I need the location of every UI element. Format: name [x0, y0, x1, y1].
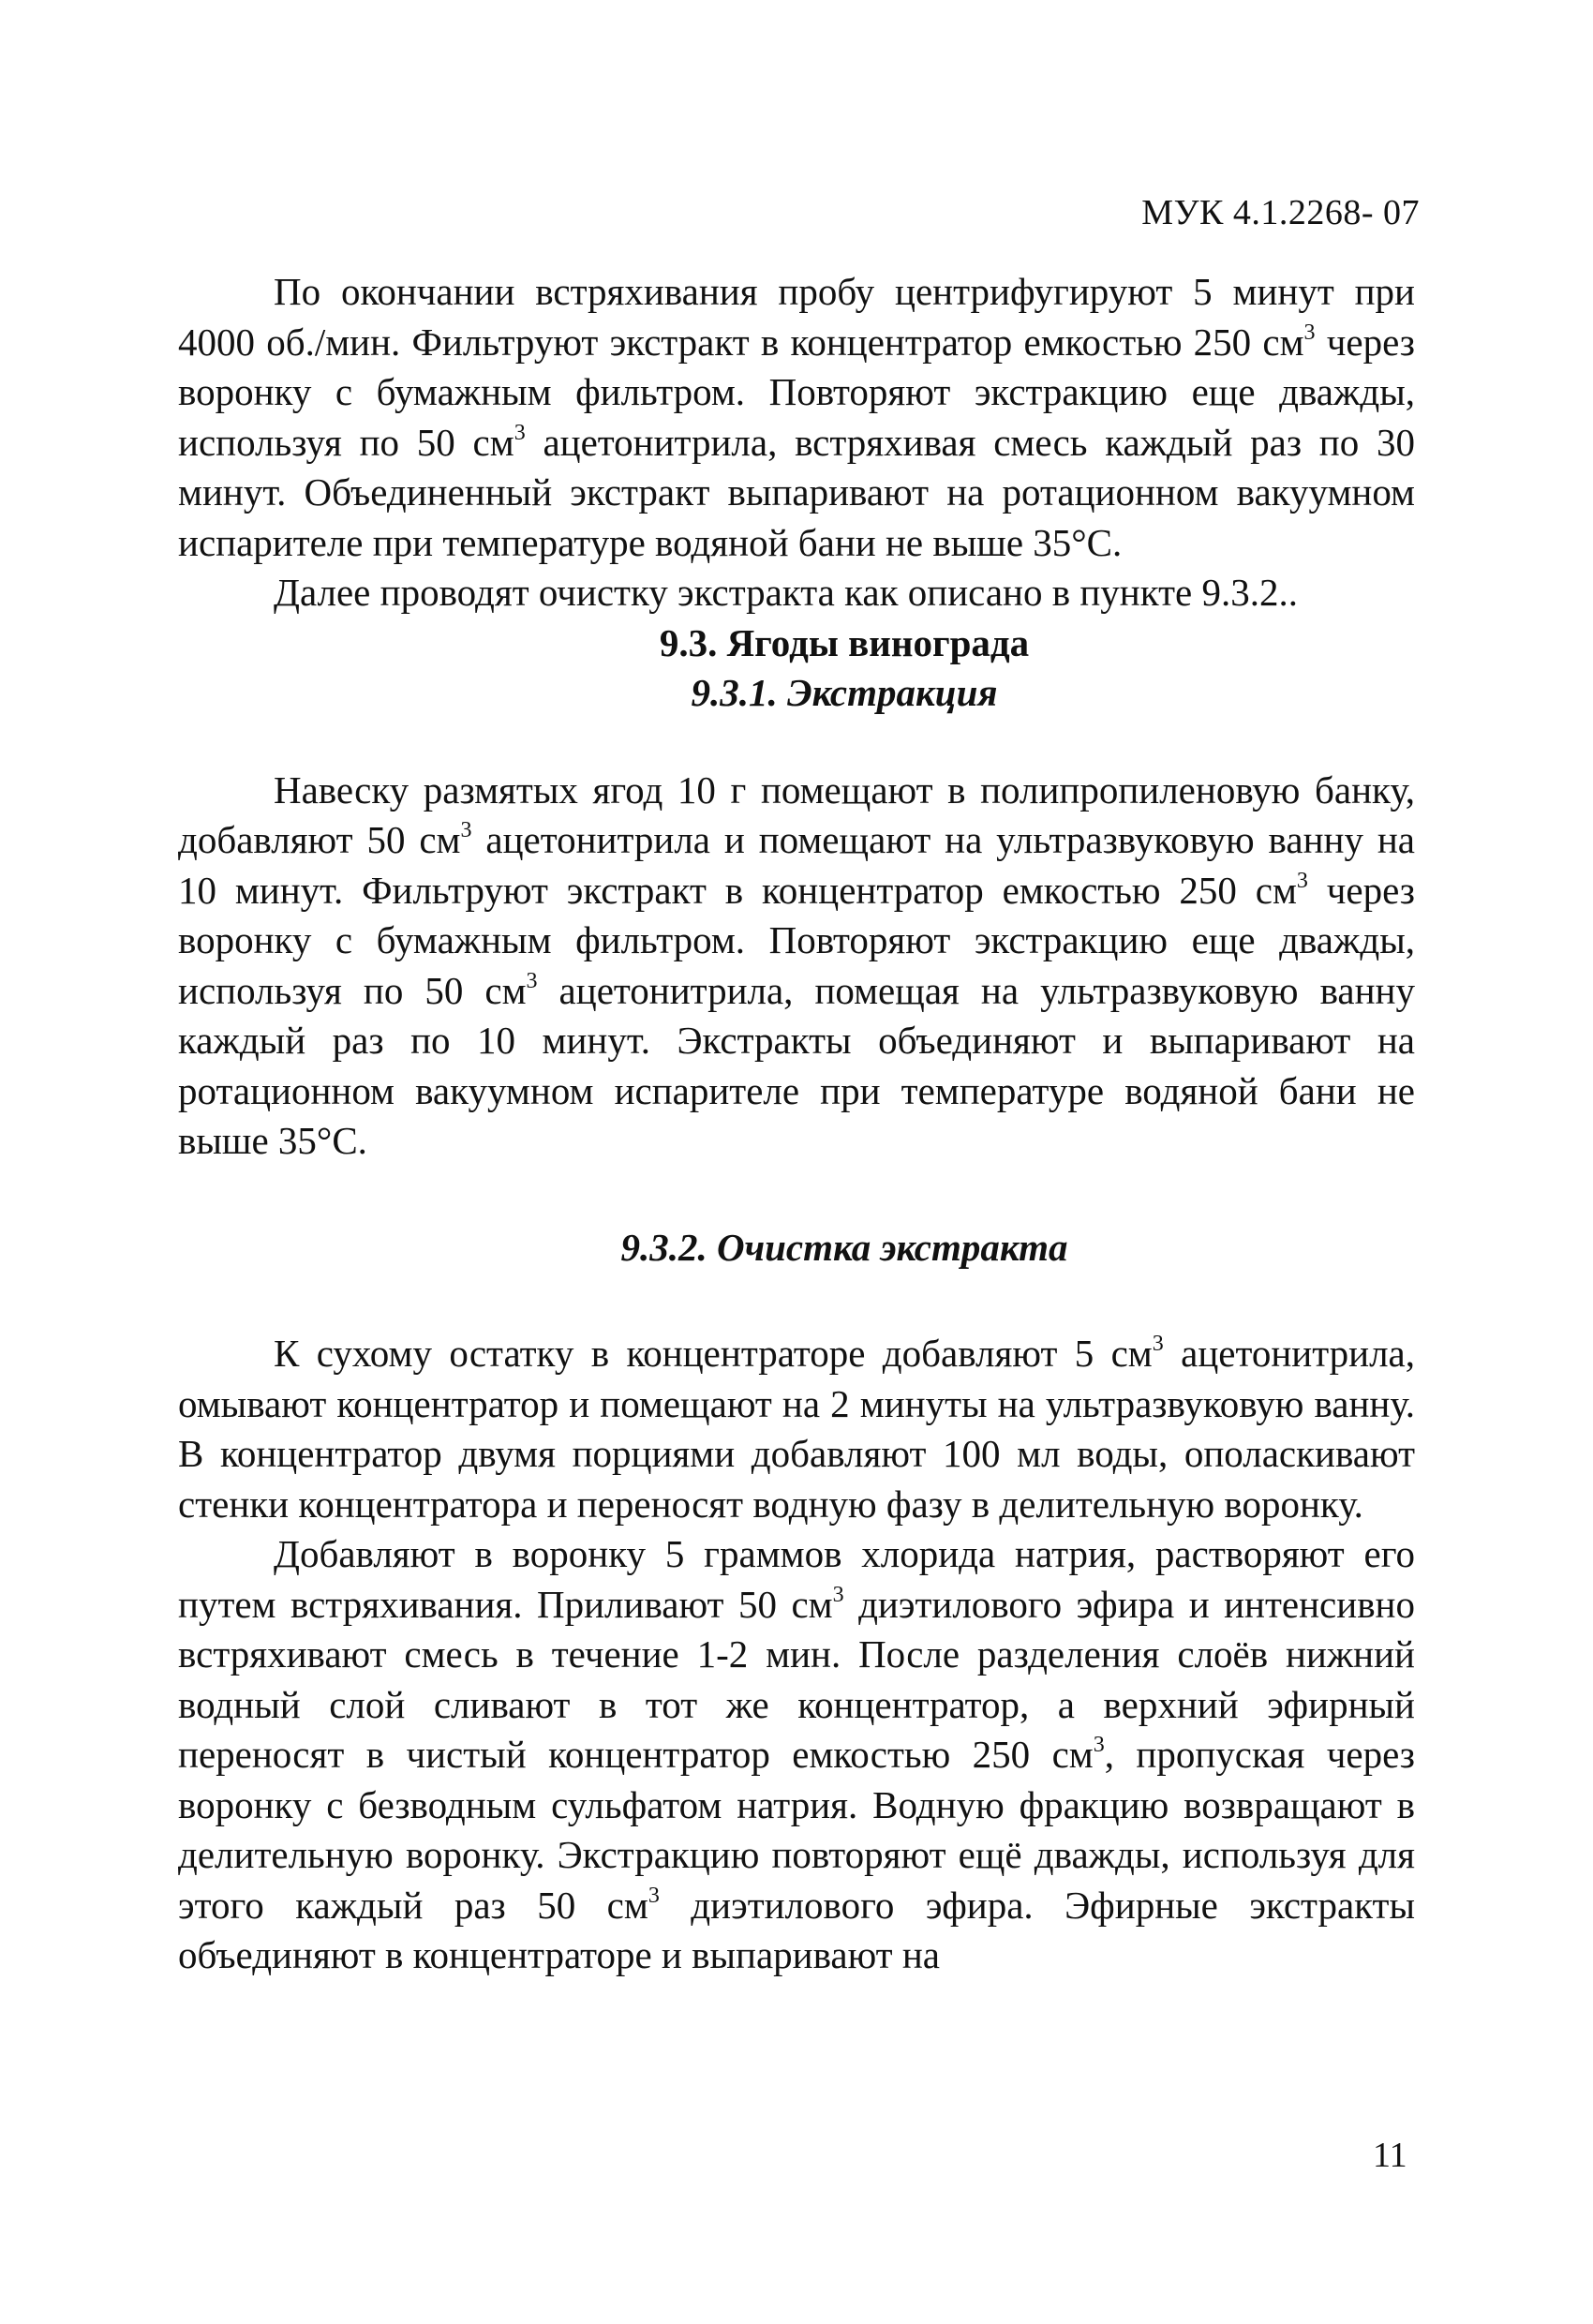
paragraph-further-cleanup: Далее проводят очистку экстракта как описано в пункте 9.3.2..: [274, 571, 1298, 614]
superscript-3: 3: [1093, 1733, 1105, 1757]
page-number: 11: [1373, 2136, 1407, 2175]
text-run: ацетонитрила, встряхивая смесь каждый раз по 30 минут. Объединенный экстракт выпаривают на ротационном вакуумном испарителе при температуре водяной бани не выше 35°С.: [178, 420, 1415, 564]
superscript-3: 3: [514, 420, 526, 445]
document-code: МУК 4.1.2268- 07: [1141, 193, 1420, 232]
text-run: ацетонитрила, омывают концентратор и помещают на 2 минуты на ультразвуковую ванну. В концентратор двумя порциями добавляют 100 мл воды, ополаскивают стенки концентратора и переносят водную фазу в делительную воронку.: [178, 1332, 1415, 1526]
text-run: , пропуская через воронку с безводным сульфатом натрия. Водную фракцию возвращают в делительную воронку. Экстракцию повторяют ещё дважды, используя для этого каждый раз 50 см: [178, 1733, 1415, 1927]
paragraph-extraction: [178, 766, 1415, 1167]
subsection-heading-cleanup: 9.3.2. Очистка экстракта: [620, 1225, 1068, 1269]
superscript-3: 3: [1296, 868, 1308, 893]
superscript-3: 3: [460, 818, 472, 842]
text-run: через воронку с бумажным фильтром. Повторяют экстракцию еще дважды, используя по 50 см: [178, 868, 1415, 1012]
paragraph-dry-residue: [178, 1329, 1415, 1529]
page-body: [178, 267, 1415, 1981]
superscript-3: 3: [832, 1582, 844, 1607]
paragraph-sodium-chloride: [178, 1529, 1415, 1981]
superscript-3: 3: [1152, 1332, 1164, 1356]
text-run: По окончании встряхивания пробу центрифугируют 5 минут при 4000 об./мин. Фильтруют экстракт в концентратор емкостью 250 см: [178, 270, 1415, 364]
section-heading: 9.3. Ягоды винограда: [659, 620, 1030, 664]
superscript-3: 3: [648, 1883, 660, 1908]
superscript-3: 3: [1303, 320, 1316, 345]
text-run: диэтилового эфира. Эфирные экстракты объединяют в концентраторе и выпаривают на: [178, 1883, 1415, 1976]
text-run: ацетонитрила и помещают на ультразвуковую ванну на 10 минут. Фильтруют экстракт в концентратор емкостью 250 см: [178, 818, 1415, 912]
text-run: ацетонитрила, помещая на ультразвуковую ванну каждый раз по 10 минут. Экстракты объединяют и выпаривают на ротационном вакуумном испарителе при температуре водяной бани не выше 35°С.: [178, 968, 1415, 1162]
text-run: диэтилового эфира и интенсивно встряхивают смесь в течение 1-2 мин. После разделения слоёв нижний водный слой сливают в тот же концентратор, а верхний эфирный переносят в чистый концентратор емкостью 250 см: [178, 1582, 1415, 1776]
text-run: Добавляют в воронку 5 граммов хлорида натрия, растворяют его путем встряхивания. Приливают 50 см: [178, 1532, 1415, 1626]
text-run: через воронку с бумажным фильтром. Повторяют экстракцию еще дважды, используя по 50 см: [178, 320, 1415, 464]
subsection-heading-extraction: 9.3.1. Экстракция: [691, 671, 998, 714]
superscript-3: 3: [526, 968, 538, 993]
paragraph-centrifuge: [178, 267, 1415, 568]
text-run: Навеску размятых ягод 10 г помещают в полипропиленовую банку, добавляют 50 см: [178, 767, 1415, 861]
text-run: К сухому остатку в концентраторе добавляют 5 см: [274, 1332, 1153, 1375]
